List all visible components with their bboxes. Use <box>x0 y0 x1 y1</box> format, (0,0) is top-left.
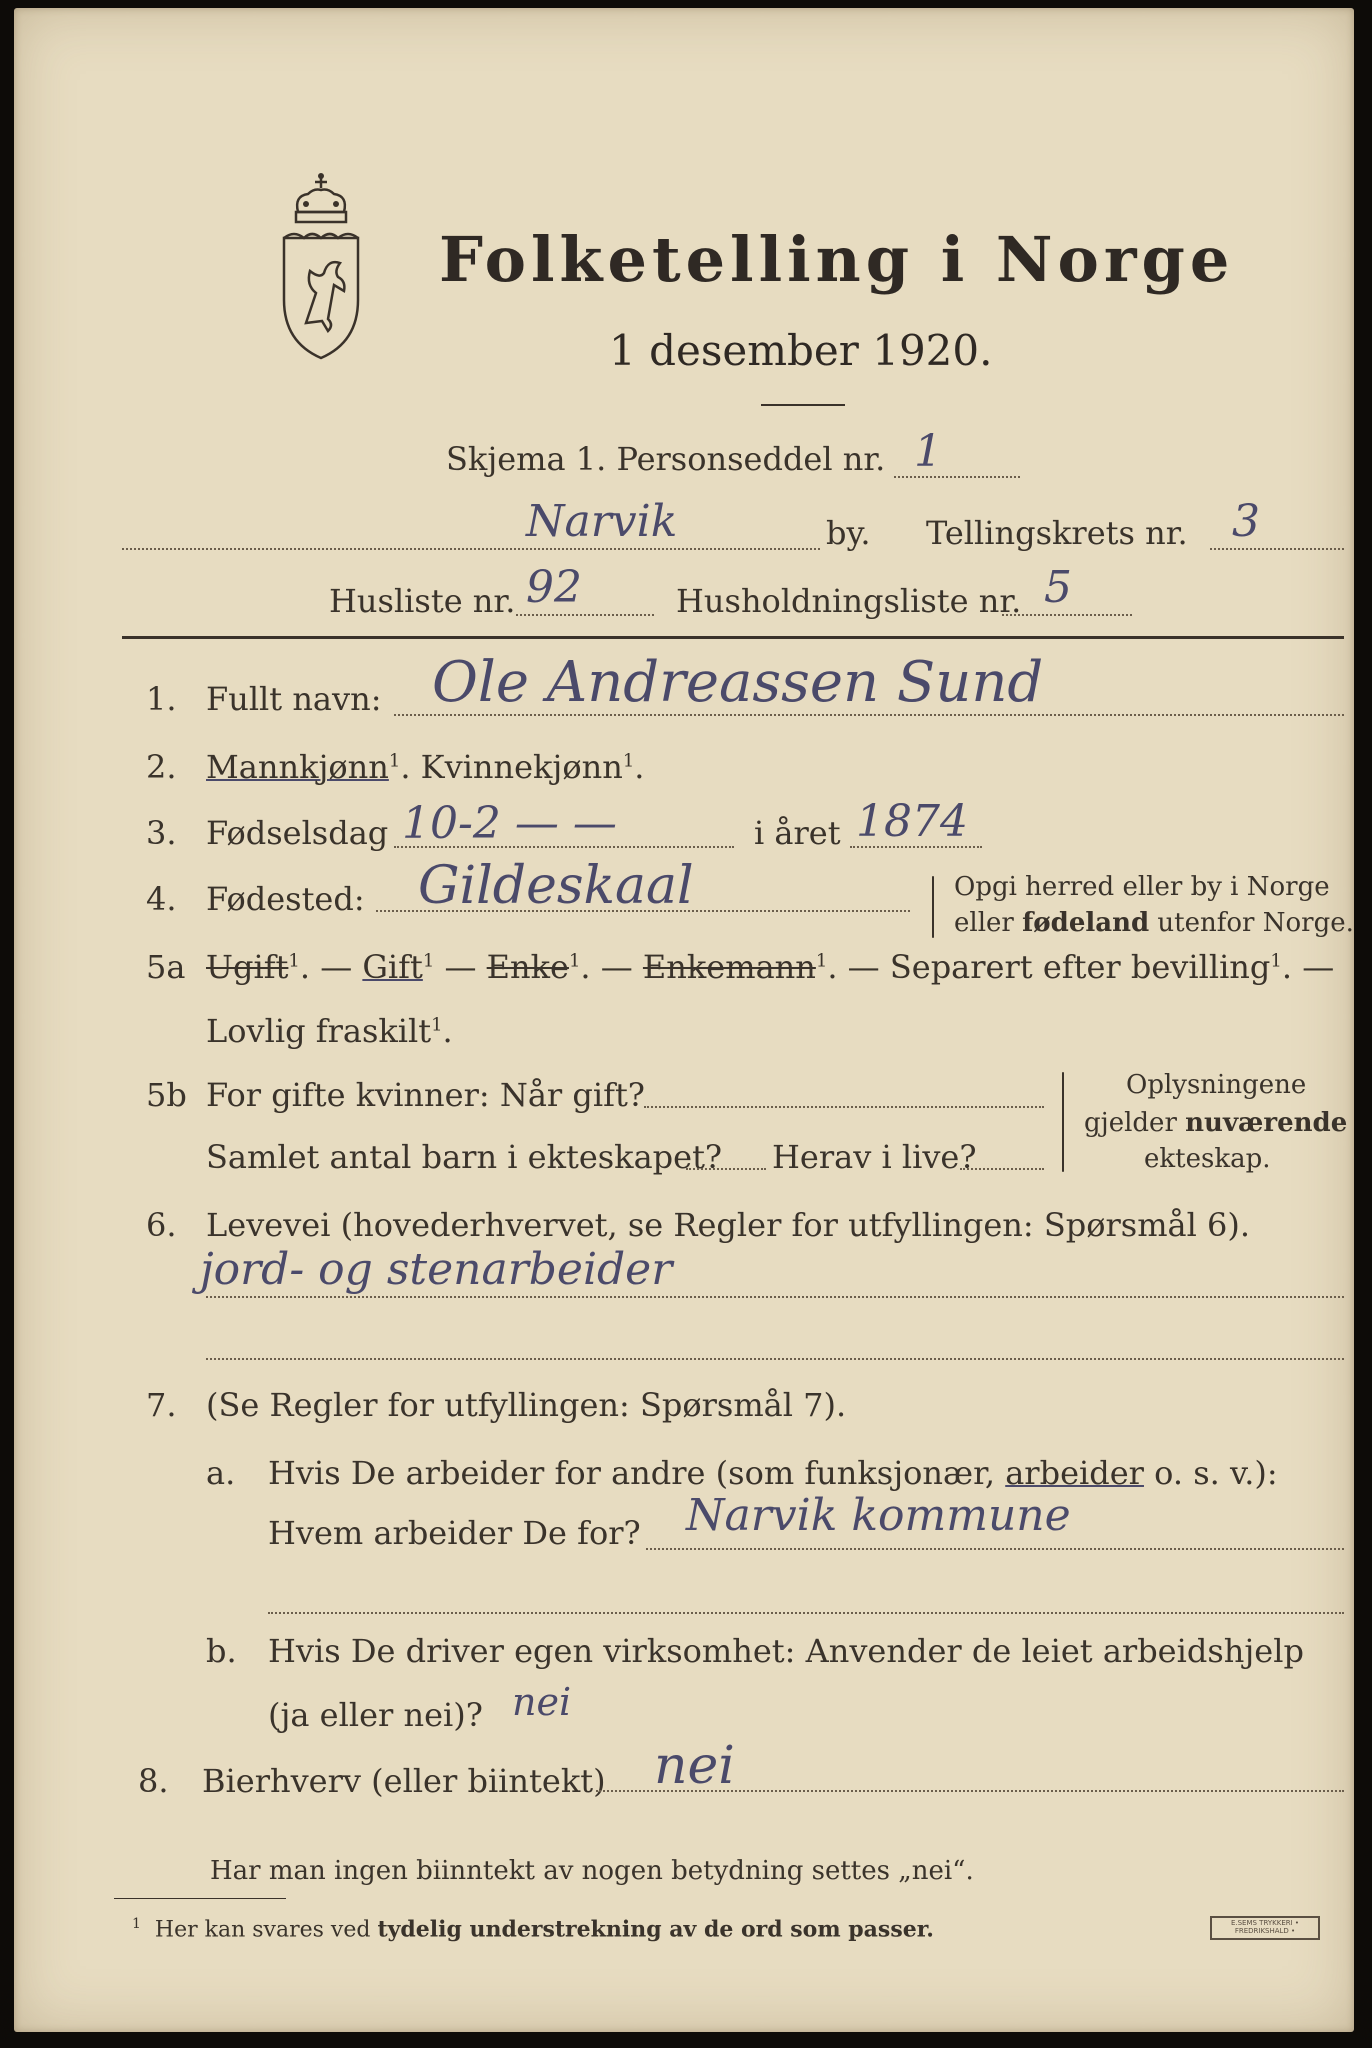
q8-number: 8. <box>138 1762 169 1800</box>
q5b-line2b-field <box>960 1168 1044 1170</box>
skjema-value: 1 <box>914 426 942 477</box>
q3-number: 3. <box>146 814 177 852</box>
q7b-line1: Hvis De driver egen virksomhet: Anvender de leiet arbeidshjelp <box>268 1632 1304 1670</box>
q5a-gift: Gift <box>362 948 423 986</box>
q2-mann-sup: 1 <box>388 750 401 772</box>
q4-value: Gildeskaal <box>418 856 694 916</box>
q4-note-line1: Opgi herred eller by i Norge <box>954 872 1330 902</box>
q5a-separert: Separert efter bevilling <box>889 948 1271 986</box>
q5b-line2b: Herav i live? <box>772 1138 977 1176</box>
census-form-page <box>14 8 1354 2032</box>
q4-number: 4. <box>146 880 177 918</box>
husholdning-label: Husholdningsliste nr. <box>676 582 1022 620</box>
by-field-line <box>122 548 820 550</box>
q7a-letter: a. <box>206 1454 236 1492</box>
form-title: Folketelling i Norge <box>439 223 1235 296</box>
q4-label: Fødested: <box>206 880 365 918</box>
title-divider <box>761 404 845 406</box>
skjema-label: Skjema 1. Personseddel nr. <box>446 440 886 478</box>
q5b-line2a-field <box>686 1168 766 1170</box>
q5a-lovlig: Lovlig fraskilt$^1$. <box>206 1012 453 1050</box>
footnote-divider <box>114 1898 286 1899</box>
q7b-line2: (ja eller nei)? <box>268 1696 483 1734</box>
tellingskrets-label: Tellingskrets nr. <box>926 514 1188 552</box>
q7a-line2: Hvem arbeider De for? <box>268 1514 641 1552</box>
q8-value: nei <box>654 1736 735 1796</box>
husliste-field-line <box>516 614 654 616</box>
q7a-line1: Hvis De arbeider for andre (som funksjonær, arbeider o. s. v.): <box>268 1454 1278 1492</box>
q5a-options: Ugift$^1$. — Gift$^1$ — Enke$^1$. — Enkemann$^1$. — Separert efter bevilling$^1$. — <box>206 948 1335 986</box>
q5a-number: 5a <box>146 948 186 986</box>
husholdning-field-line <box>1002 614 1132 616</box>
q5b-line1: For gifte kvinner: Når gift? <box>206 1076 645 1114</box>
q2-mann: Mannkjønn <box>206 748 389 786</box>
q2-options: Mannkjønn$^1$. Kvinnekjønn$^1$. <box>206 748 645 786</box>
q7a-value: Narvik kommune <box>686 1490 1071 1541</box>
q5a-enkemann: Enkemann <box>642 948 816 986</box>
q5b-brace <box>1062 1072 1064 1172</box>
q5b-note2: gjelder nuværende <box>1084 1108 1348 1138</box>
footnote: $^1$ Her kan svares ved tydelig understrekning av de ord som passer. <box>132 1916 934 1943</box>
q6-value: jord- og stenarbeider <box>200 1244 673 1295</box>
q2-number: 2. <box>146 748 177 786</box>
by-value: Narvik <box>526 496 678 547</box>
q3-label: Fødselsdag <box>206 814 389 852</box>
q1-value: Ole Andreassen Sund <box>432 650 1044 715</box>
q1-label: Fullt navn: <box>206 680 382 718</box>
q8-note: Har man ingen biinntekt av nogen betydning settes „nei“. <box>210 1856 974 1886</box>
q6-field-line-2 <box>206 1358 1344 1360</box>
q6-number: 6. <box>146 1206 177 1244</box>
q5b-note3: ekteskap. <box>1144 1144 1271 1174</box>
q7-label: (Se Regler for utfyllingen: Spørsmål 7). <box>206 1386 847 1424</box>
husholdning-value: 5 <box>1044 562 1072 613</box>
skjema-field-line <box>894 476 1020 478</box>
header-rule <box>122 636 1344 639</box>
coat-of-arms-icon <box>276 168 366 368</box>
q2-kvinne-sup: 1 <box>622 750 635 772</box>
husliste-label: Husliste nr. <box>329 582 516 620</box>
q3-value: 10-2 — — <box>402 798 617 849</box>
q7b-letter: b. <box>206 1632 237 1670</box>
q5b-note1: Oplysningene <box>1126 1070 1307 1100</box>
q5b-number: 5b <box>146 1076 187 1114</box>
q7a-field-line-2 <box>268 1612 1344 1614</box>
tellingskrets-value: 3 <box>1232 496 1260 547</box>
q5a-ugift: Ugift <box>206 948 289 986</box>
q4-brace <box>932 876 934 938</box>
q6-field-line-1 <box>206 1296 1344 1298</box>
q1-number: 1. <box>146 680 177 718</box>
q8-label: Bierhverv (eller biintekt) <box>202 1762 606 1800</box>
q6-label: Levevei (hovederhvervet, se Regler for utfyllingen: Spørsmål 6). <box>206 1206 1251 1244</box>
husliste-value: 92 <box>526 562 582 613</box>
q3-year-value: 1874 <box>856 796 968 847</box>
printer-stamp: E.SEMS TRYKKERI • FREDRIKSHALD • <box>1210 1916 1320 1940</box>
q5b-line1-field <box>644 1106 1044 1108</box>
form-date: 1 desember 1920. <box>609 326 993 375</box>
q7-number: 7. <box>146 1386 177 1424</box>
q4-note-line2: eller fødeland utenfor Norge. <box>954 908 1354 938</box>
tellingskrets-field-line <box>1210 548 1344 550</box>
q5b-line2a: Samlet antal barn i ekteskapet? <box>206 1138 723 1176</box>
q5a-enke: Enke <box>486 948 569 986</box>
q2-kvinne: Kvinnekjønn <box>420 748 623 786</box>
q3-year-label: i året <box>754 814 841 852</box>
by-label: by. <box>826 514 871 552</box>
q7b-value: nei <box>512 1680 572 1724</box>
q7a-field-line <box>646 1548 1344 1550</box>
